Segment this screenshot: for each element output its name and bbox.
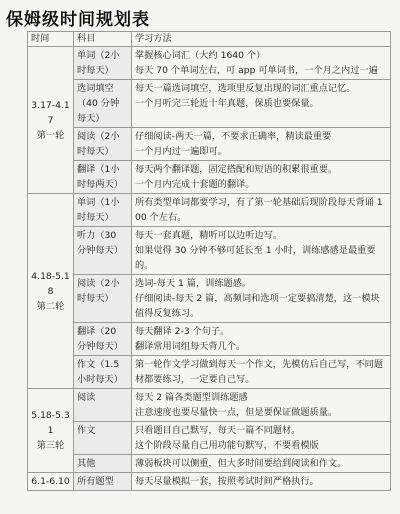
method-cell xyxy=(132,161,391,194)
table-row xyxy=(28,455,391,473)
method-text: 每天 2 篇各类题型训练题感 xyxy=(135,392,248,403)
stage-time-text: 第一轮 xyxy=(36,129,65,141)
stage-time-text: 第三轮 xyxy=(36,440,65,451)
table-row xyxy=(28,389,391,422)
method-cell xyxy=(132,323,391,356)
subject-cell: 翻译（20 分钟每天） xyxy=(74,323,132,356)
subject-cell: 单词（2小时每天） xyxy=(74,47,132,80)
method-text: 每天翻译 2-3 个句子。 xyxy=(135,326,230,337)
subject-cell: 作文（1.5小时每天） xyxy=(74,356,132,389)
method-text: 每天一篇选词填空，选项里反复出现的词汇重点记忆。 xyxy=(135,83,356,94)
method-text: 每天 70 个单词左右，可 app 可单词书，一个月之内过一遍 xyxy=(135,65,378,76)
table-row xyxy=(28,422,391,455)
method-cell xyxy=(132,422,391,455)
method-cell xyxy=(132,194,391,227)
table-row xyxy=(28,323,391,356)
table-row xyxy=(28,80,391,128)
method-cell xyxy=(132,389,391,422)
method-cell xyxy=(132,128,391,161)
method-cell xyxy=(132,227,391,275)
method-cell xyxy=(132,356,391,389)
table-row xyxy=(28,473,391,491)
stage-time-cell xyxy=(28,47,74,194)
table-row xyxy=(28,275,391,323)
method-cell xyxy=(132,455,391,473)
method-text: 这个阶段尽量自己用功能句默写，不要看模版 xyxy=(135,440,319,451)
table-row xyxy=(28,356,391,389)
subject-cell: 选词填空（40 分钟每天） xyxy=(74,80,132,128)
method-text: 注意速度也要尽量快一点，但是要保证做题质量。 xyxy=(135,407,338,418)
table-row xyxy=(28,194,391,227)
subject-cell: 翻译（1小时每两天） xyxy=(74,161,132,194)
header-time: 时间 xyxy=(28,32,74,47)
stage-time-text: 第二轮 xyxy=(36,300,65,312)
header-row xyxy=(28,32,391,47)
method-text: 每天两个翻译题，固定搭配和短语的积累很重要。 xyxy=(135,164,338,175)
stage-time-text: 3.17-4.17 xyxy=(31,99,70,126)
stage-time-cell xyxy=(28,194,74,389)
method-text: 如果觉得 30 分钟不够可延长至 1 小时，训练感感是最重要的。 xyxy=(135,245,376,271)
method-text: 掌握核心词汇（大约 1640 个） xyxy=(135,50,266,61)
stage-time-cell xyxy=(28,473,74,491)
method-text: 仔细阅读-每天 2 篇，高频词和选项一定要搞清楚，这一模块值得反复练习。 xyxy=(135,293,380,319)
method-text: 仔细阅读-两天一篇，不要求正确率，精读最重要 xyxy=(135,131,332,142)
subject-cell: 其他 xyxy=(74,455,132,473)
stage-time-text: 5.18-5.31 xyxy=(31,410,70,436)
method-text: 只看题目自己默写，每天一篇不同题材。 xyxy=(135,425,301,436)
table-body xyxy=(28,47,391,491)
table-row xyxy=(28,161,391,194)
method-text: 每天一套真题，精听可以边听边写。 xyxy=(135,230,282,241)
subject-cell: 所有题型 xyxy=(74,473,132,491)
subject-cell: 阅读 xyxy=(74,389,132,422)
header-method: 学习方法 xyxy=(132,32,391,47)
method-text: 翻译常用词组每天背几个。 xyxy=(135,341,246,352)
schedule-table xyxy=(27,31,391,491)
table-row xyxy=(28,227,391,275)
method-text: 选词-每天 1 篇，训练题感。 xyxy=(135,278,252,289)
method-text: 一个月内完成十套题的翻译。 xyxy=(135,179,255,190)
method-text: 薄弱板块可以侧重，但大多时间要给到阅读和作文。 xyxy=(135,458,347,469)
stage-time-text: 6.1-6.10 xyxy=(31,476,70,487)
subject-cell: 作文 xyxy=(74,422,132,455)
subject-cell: 单词（1小时每天） xyxy=(74,194,132,227)
method-cell xyxy=(132,275,391,323)
method-cell xyxy=(132,80,391,128)
stage-time-cell xyxy=(28,389,74,473)
method-text: 一个月内过一遍即可。 xyxy=(135,146,227,157)
subject-cell: 阅读（2小时每天） xyxy=(74,128,132,161)
table-row xyxy=(28,128,391,161)
method-cell xyxy=(132,47,391,80)
method-text: 每天尽量模拟一套，按照考试时间严格执行。 xyxy=(135,476,319,487)
subject-cell: 阅读（2小时每天） xyxy=(74,275,132,323)
page-title: 保姆级时间规划表 xyxy=(6,10,150,30)
stage-time-text: 4.18-5.18 xyxy=(31,270,70,297)
header-subject: 科目 xyxy=(74,32,132,47)
method-text: 一个月听完三轮近十年真题，保质也要保量。 xyxy=(135,98,319,109)
method-text: 第一轮作文学习做到每天一个作文，先模仿后自己写，不同题材都要练习，一定要自己写。 xyxy=(135,359,384,385)
table-row xyxy=(28,47,391,80)
method-cell xyxy=(132,473,391,491)
subject-cell: 听力（30 分钟每天） xyxy=(74,227,132,275)
method-text: 所有类型单词都要学习，有了第一轮基础后现阶段每天背诵 100 个左右。 xyxy=(135,197,383,223)
